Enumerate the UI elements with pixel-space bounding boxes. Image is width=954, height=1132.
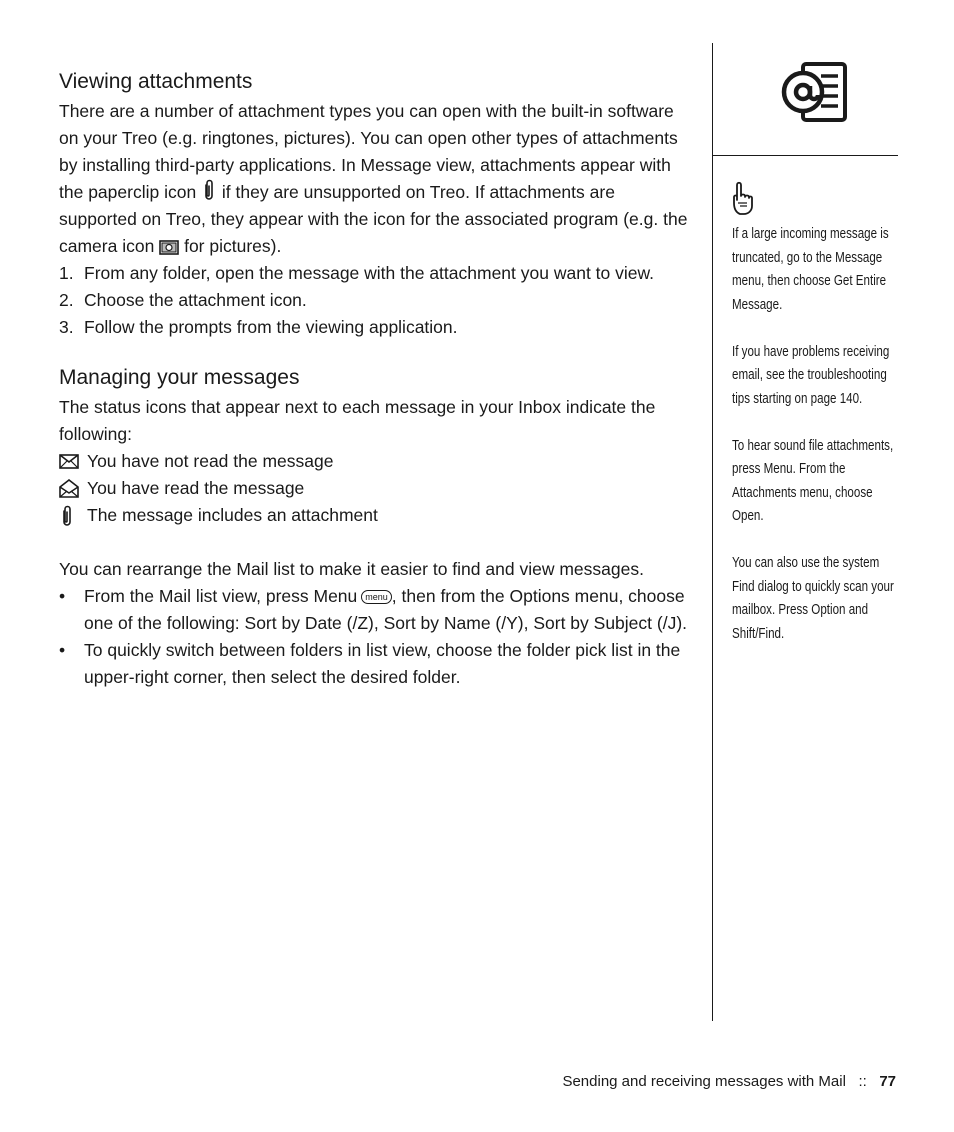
sidebar-divider <box>713 155 898 156</box>
tip-text: If you have problems receiving email, see the troubleshooting tips starting on page 140. <box>732 343 890 407</box>
list-item: 3. Follow the prompts from the viewing application. <box>59 317 458 337</box>
list-item: • From the Mail list view, press Menu menu , then from the Options menu, choose one of the following: Sort by Date (/Z), Sort by Name (/Y), Sort by Subject (/J). <box>59 586 688 633</box>
footer-separator: :: <box>858 1073 867 1090</box>
open-envelope-icon <box>59 479 79 498</box>
column-divider <box>712 43 713 1021</box>
viewing-paragraph: There are a number of attachment types you can open with the built-in software on your Treo (e.g. ringtones, pictures). You can open other types of attachments by installing third-party applications. In Message view, attachments appear with the paperclip icon if they are unsupported on Treo. If attachments are supported on Treo, they appear with the icon for the associated program (e.g. the camera icon for pictures). <box>59 101 688 256</box>
list-item: • To quickly switch between folders in list view, choose the folder pick list in the upper-right corner, then select the desired folder. <box>59 640 681 687</box>
rearrange-paragraph: You can rearrange the Mail list to make it easier to find and view messages. <box>59 559 644 579</box>
status-item-unread: You have not read the message <box>59 448 695 475</box>
at-document-icon <box>781 62 847 122</box>
tip-text: You can also use the system Find dialog to quickly scan your mailbox. Press Option and Shift/Find. <box>732 555 894 642</box>
tip-text: To hear sound file attachments, press Menu. From the Attachments menu, choose Open. <box>732 437 894 524</box>
page-number: 77 <box>879 1073 896 1090</box>
pointing-hand-icon <box>731 181 755 217</box>
status-item-read: You have read the message <box>59 475 695 502</box>
list-item: 1. From any folder, open the message with the attachment you want to view. <box>59 263 655 283</box>
status-item-attachment: The message includes an attachment <box>59 502 695 529</box>
footer-title: Sending and receiving messages with Mail <box>562 1073 846 1090</box>
paperclip-icon <box>201 179 217 201</box>
section-heading-viewing: Viewing attachments <box>59 70 253 93</box>
tips-bullet-list <box>59 583 695 691</box>
closed-envelope-icon <box>59 454 79 469</box>
managing-intro: The status icons that appear next to each message in your Inbox indicate the following: <box>59 397 656 444</box>
section-heading-managing: Managing your messages <box>59 366 300 389</box>
camera-icon <box>159 239 179 255</box>
paperclip-icon <box>59 505 75 527</box>
list-item: 2. Choose the attachment icon. <box>59 290 307 310</box>
menu-key-icon: menu <box>361 590 392 604</box>
tip-text: If a large incoming message is truncated, go to the Message menu, then choose Get Entire Message. <box>732 226 889 313</box>
sidebar-tips <box>732 223 900 670</box>
page-footer <box>562 1072 896 1092</box>
main-column <box>59 66 695 691</box>
steps-list <box>59 260 695 341</box>
